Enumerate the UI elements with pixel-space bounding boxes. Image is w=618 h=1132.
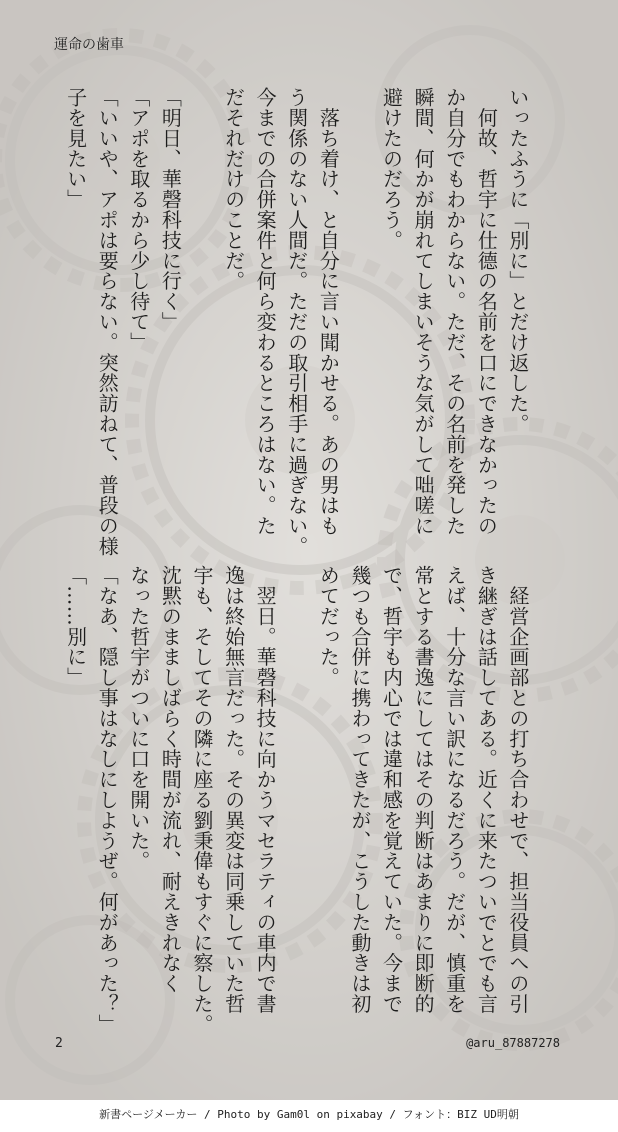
book-title: 運命の歯車: [54, 37, 124, 53]
page-number: 2: [55, 1036, 63, 1051]
credits-footer: 新書ページメーカー / Photo by Gam0l on pixabay / フォント：BIZ UD明朝: [99, 1108, 519, 1121]
author-handle: @aru_87887278: [466, 1036, 560, 1050]
vertical-text-block-lower: 経営企画部との打ち合わせで、担当役員への引 き継ぎは話してある。近くに来たついでとでも言 えば、十分な言い訳になるだろう。だが、慎重を 常とする書逸にしてはその判断はあまりに即断的 で、哲宇も内心では違和感を覚えていた。今まで 幾つも合併に携わってきたが、こうした動きは初 めてだった。 翌日。華磬科技に向かうマセラティの車内で書 逸は終始無言だった。その異変は同乗していた哲 宇も、そしてその隣に座る劉秉偉もすぐに察した。 沈黙のまましばらく時間が流れ、耐えきれなく なった哲宇がついに口を開いた。 「なあ、隠し事はなしにしようぜ。何があった？」 「……別に」: [63, 565, 530, 1035]
vertical-text-block-upper: いったふうに「別に」とだけ返した。 何故、哲宇に仕德の名前を口にできなかったの か自分でもわからない。ただ、その名前を発した 瞬間、何かが崩れてしまいそうな気がして咄嗟に 避けたのだろう。 落ち着け、と自分に言い聞かせる。あの男はも う関係のない人間だ。ただの取引相手に過ぎない。 今までの合併案件と何ら変わるところはない。た だそれだけのことだ。 「明日、華磬科技に行く」 「アポを取るから少し待て」 「いいや、アポは要らない。突然訪ねて、普段の様 子を見たい」: [63, 87, 530, 557]
